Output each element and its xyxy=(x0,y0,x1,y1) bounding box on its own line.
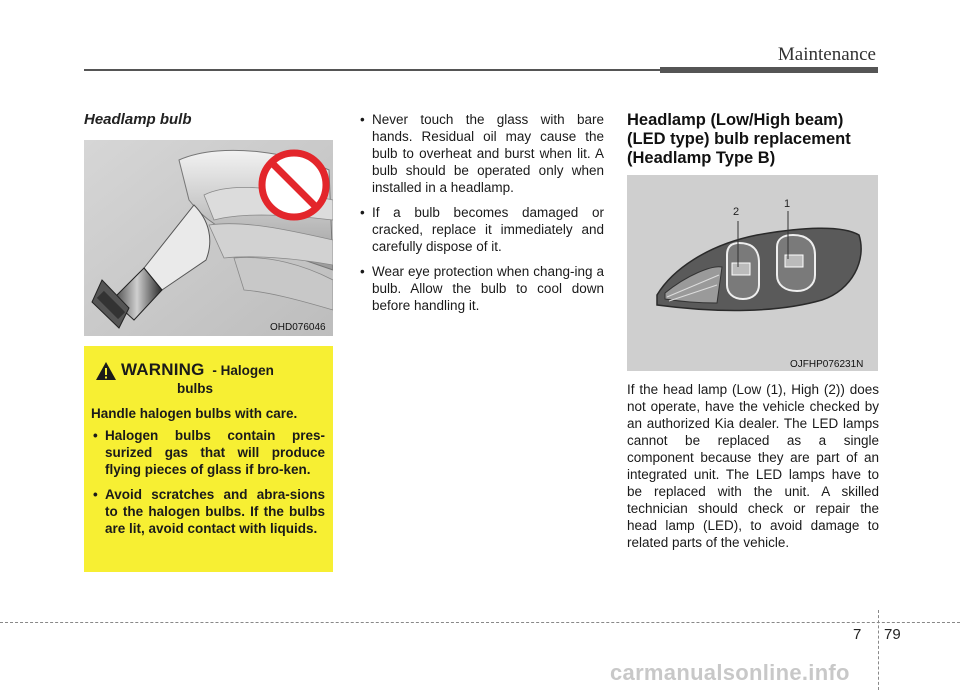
precaution-item: • If a bulb becomes damaged or cracked, replace it immediately and carefully dispose of it. xyxy=(358,204,604,255)
warning-intro: Handle halogen bulbs with care. xyxy=(91,406,298,421)
callout-low-beam: 1 xyxy=(784,198,791,210)
footer-rule xyxy=(0,622,960,623)
led-headlamp-figure xyxy=(627,175,878,371)
warning-triangle-icon xyxy=(95,361,117,381)
footer-divider xyxy=(878,610,879,690)
sub-heading-headlamp-bulb: Headlamp bulb xyxy=(84,111,192,128)
warning-list xyxy=(91,427,325,537)
warning-subtitle-2: bulbs xyxy=(177,381,213,396)
warning-item: • Halogen bulbs contain pres-surized gas that will produce flying pieces of glass if bro-ken. xyxy=(91,427,325,478)
precaution-item: • Never touch the glass with bare hands. Residual oil may cause the bulb to overheat and burst when lit. A bulb should be operated only when installed in a headlamp. xyxy=(358,111,604,196)
led-headlamp-body: If the head lamp (Low (1), High (2)) does not operate, have the vehicle checked by an authorized Kia dealer. The LED lamps cannot be replaced as a single component because they are part of an integrated unit. The LED lamps have to be replaced with the unit. A skilled technician should check or repair the head lamp (LED), to avoid damage to related parts of the vehicle. xyxy=(627,382,879,550)
page-number: 79 xyxy=(884,626,901,643)
warning-subtitle: - Halogen xyxy=(212,363,274,378)
halogen-bulb-photo xyxy=(84,140,333,336)
chapter-number: 7 xyxy=(853,626,862,643)
figure-caption: OJFHP076231N xyxy=(790,359,864,370)
section-title: Maintenance xyxy=(777,44,876,65)
photo-caption: OHD076046 xyxy=(270,322,326,333)
led-headlamp-heading: Headlamp (Low/High beam) (LED type) bulb replacement (Headlamp Type B) xyxy=(627,111,851,167)
warning-title: WARNING xyxy=(121,360,205,379)
watermark: carmanualsonline.info xyxy=(610,660,850,685)
precaution-item: • Wear eye protection when chang-ing a bulb. Allow the bulb to cool down before handling it. xyxy=(358,263,604,314)
callout-high-beam: 2 xyxy=(733,206,740,218)
header-rule xyxy=(84,69,660,71)
prohibition-icon xyxy=(262,153,326,217)
warning-box xyxy=(84,346,333,572)
header-rule-accent xyxy=(660,67,878,73)
precautions-list xyxy=(358,111,604,322)
warning-item: • Avoid scratches and abra-sions to the halogen bulbs. If the bulbs are lit, avoid contact with liquids. xyxy=(91,486,325,537)
